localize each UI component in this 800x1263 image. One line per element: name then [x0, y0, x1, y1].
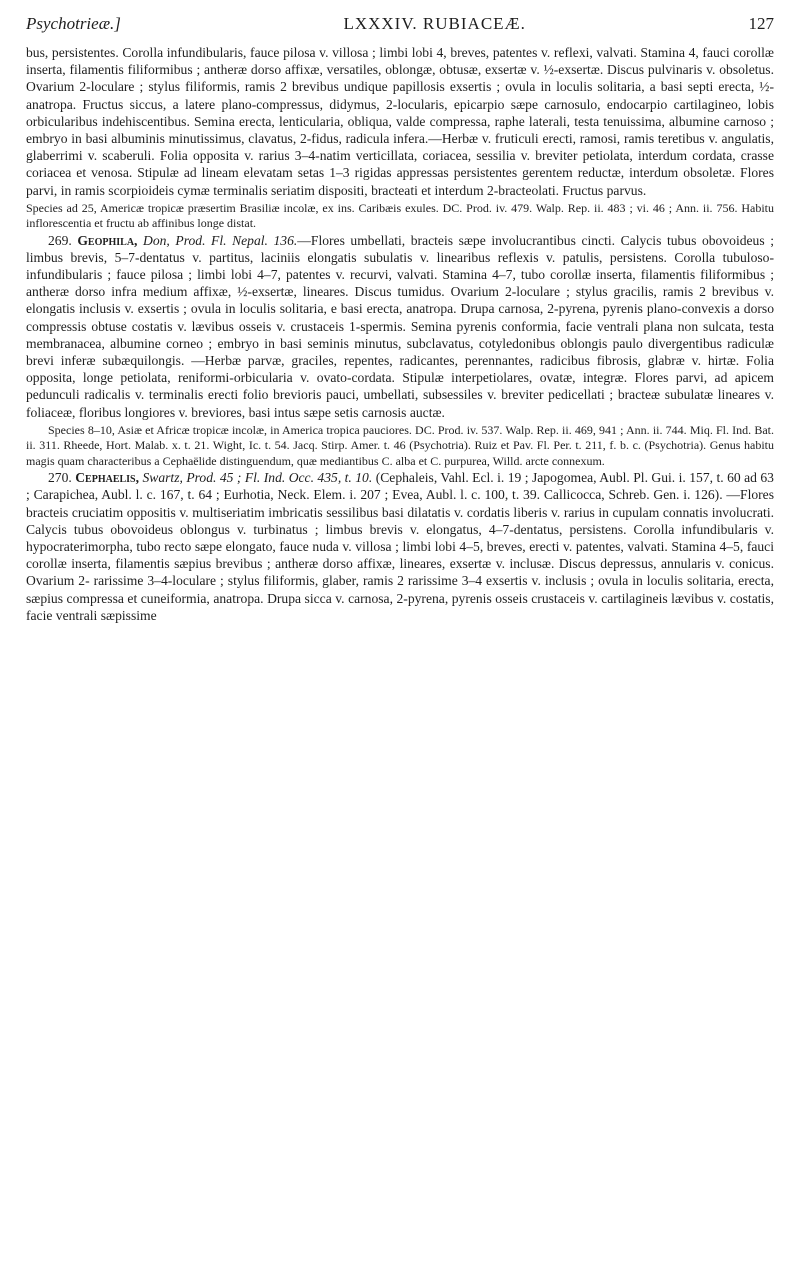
entry-number: 269.: [48, 232, 72, 248]
genus-authority: Swartz, Prod. 45 ; Fl. Ind. Occ. 435, t. 10.: [142, 470, 373, 486]
entry-number: 270.: [48, 470, 72, 486]
page-body: [26, 44, 774, 624]
intro-note: Species ad 25, Americæ tropicæ præsertim Brasiliæ incolæ, ex ins. Caribæis exules. DC. Prod. iv. 479. Walp. Rep. ii. 483 ; vi. 46 ; Ann. ii. 756. Habitu inflorescentia et fructu ab affinibus longe distat.: [26, 200, 774, 231]
genus-note-269: Species 8–10, Asiæ et Africæ tropicæ incolæ, in America tropica pauciores. DC. Prod. iv. 537. Walp. Rep. ii. 469, 941 ; Ann. ii. 744. Miq. Fl. Ind. Bat. ii. 311. Rheede, Hort. Malab. x. t. 21. Wight, Ic. t. 54. Jacq. Stirp. Amer. t. 46 (Psychotria). Ruiz et Pav. Fl. Per. t. 211, f. b. c. (Psychotria). Genus habitu magis quam characteribus a Cephaëlide distinguendum, quæ mediantibus C. alba et C. purpurea, Willd. arcte connexum.: [26, 422, 774, 468]
genus-authority: Don, Prod. Fl. Nepal. 136.: [143, 232, 298, 248]
genus-entry-269: [26, 232, 774, 421]
genus-description: —Flores umbellati, bracteis sæpe involucrantibus cincti. Calycis tubus obovoideus ; limbus brevis, 5–7-dentatus v. partitus, laciniis elongatis subulatis v. linearibus reflexis v. patulis, persistens. Corolla tubuloso-infundibularis ; fauce pilosa ; limbi lobi 4–7, patentes v. recurvi, valvati. Stamina 4–7, tubo corollæ inserta, filamentis filiformibus ; antheræ dorso infra medium affixæ, ½-exsertæ, lineares. Discus tumidus. Ovarium 2-loculare ; stylus gracilis, ramis 2 brevibus v. elongatis inclusis v. exsertis ; ovula in loculis solitaria, e basi erecta, anatropa. Drupa carnosa, 2-pyrena, pyrenis plano-convexis a dorso compressis obtuse costatis v. lævibus osseis v. crustaceis 1-spermis. Semina pyrenis conformia, facie ventrali plana non sulcata, testa membranacea, albumine corneo ; embryo in basi seminis minutus, subclavatus, cotyledonibus oblongis paulo divergentibus radiculæ brevi inferæ subæquilongis. —Herbæ parvæ, graciles, repentes, radicantes, perennantes, radicibus fibrosis, glabræ v. hirtæ. Folia opposita, longe petiolata, reniformi-orbicularia v. ovato-cordata. Stipulæ interpetiolares, ovatæ, integræ. Flores parvi, ad apicem pedunculi radicalis v. terminalis erecti folio brevioris pauci, umbellati, subsessiles v. breviter pedicellati ; bracteæ subulatæ lineares v. foliaceæ, floribus longiores v. breviores, basi intus sæpe setis carnosis auctæ.: [26, 232, 774, 420]
genus-name: Geophila,: [77, 232, 138, 248]
page-number: 127: [748, 14, 774, 33]
genus-description: (Cephaleis, Vahl. Ecl. i. 19 ; Japogomea, Aubl. Pl. Gui. i. 157, t. 60 ad 63 ; Carapichea, Aubl. l. c. 167, t. 64 ; Eurhotia, Neck. Elem. i. 207 ; Evea, Aubl. l. c. 100, t. 39. Callicocca, Schreb. Gen. i. 126). —Flores bracteis cruciatim oppositis v. multiseriatim imbricatis sessilibus basi dilatatis v. cordatis liberis v. rarius in cupulam connatis involucrati. Calycis tubus obovoideus oblongus v. turbinatus ; limbus brevis v. elongatus, 4–7-dentatus, persistens. Corolla infundibularis v. hypocraterimorpha, tubo recto sæpe elongato, fauce nuda v. villosa ; limbi lobi 4–5, breves, erecti v. patentes, valvati. Stamina 4–5, fauci corollæ inserta, filamentis sæpius brevibus ; antheræ dorso affixæ, lineares, exsertæ v. inclusæ. Discus depressus, annularis v. conicus. Ovarium 2- rarissime 3–4-loculare ; stylus filiformis, glaber, ramis 2 rarissime 3–4 exsertis v. inclusis ; ovula in loculis solitaria, erecta, sæpius compressa et cuneiformia, anatropa. Drupa sicca v. carnosa, 2-pyrena, pyrenis osseis crustaceis v. cartilagineis lævibus v. costatis, facie ventrali sæpissime: [26, 470, 774, 623]
intro-description: bus, persistentes. Corolla infundibularis, fauce pilosa v. villosa ; limbi lobi 4, breves, patentes v. reflexi, valvati. Stamina 4, fauci corollæ inserta, filamentis filiformibus ; antheræ dorso affixæ, versatiles, oblongæ, obtusæ, exsertæ v. ½-exsertæ. Discus pulvinaris v. obsoletus. Ovarium 2-loculare ; stylus filiformis, ramis 2 brevibus undique papillosis exsertis ; ovula in loculis solitaria, a basi septi erecta, ½-anatropa. Fructus siccus, a latere plano-compressus, didymus, 2-locularis, epicarpio sæpe carnosulo, endocarpio cartilagineo, lobis orbicularibus indehiscentibus. Semina erecta, lenticularia, obliqua, valde compressa, raphe laterali, testa tenuissima, albumine carnoso ; embryo in basi albuminis minutissimus, clavatus, 2-fidus, radicula infera.—Herbæ v. fruticuli erecti, ramosi, ramis teretibus v. angulatis, glaberrimi v. scaberuli. Folia opposita v. rarius 3–4-natim verticillata, coriacea, sessilia v. breviter petiolata, interdum cordata, crasse coriacea et venosa. Stipulæ ad lineam elevatam setas 1–3 rigidas appressas persistentes gerentem reductæ, interdum obsoletæ. Flores parvi, in ramis scorpioideis cymæ terminalis seriatim dispositi, bracteati et interdum 2-bracteolati. Fructus parvus.: [26, 45, 774, 198]
genus-name: Cephaelis,: [75, 470, 140, 486]
header-family: LXXXIV. RUBIACEÆ.: [343, 14, 526, 33]
genus-entry-270: [26, 469, 774, 624]
running-header: [26, 14, 774, 34]
header-section: Psychotrieæ.]: [26, 14, 121, 33]
